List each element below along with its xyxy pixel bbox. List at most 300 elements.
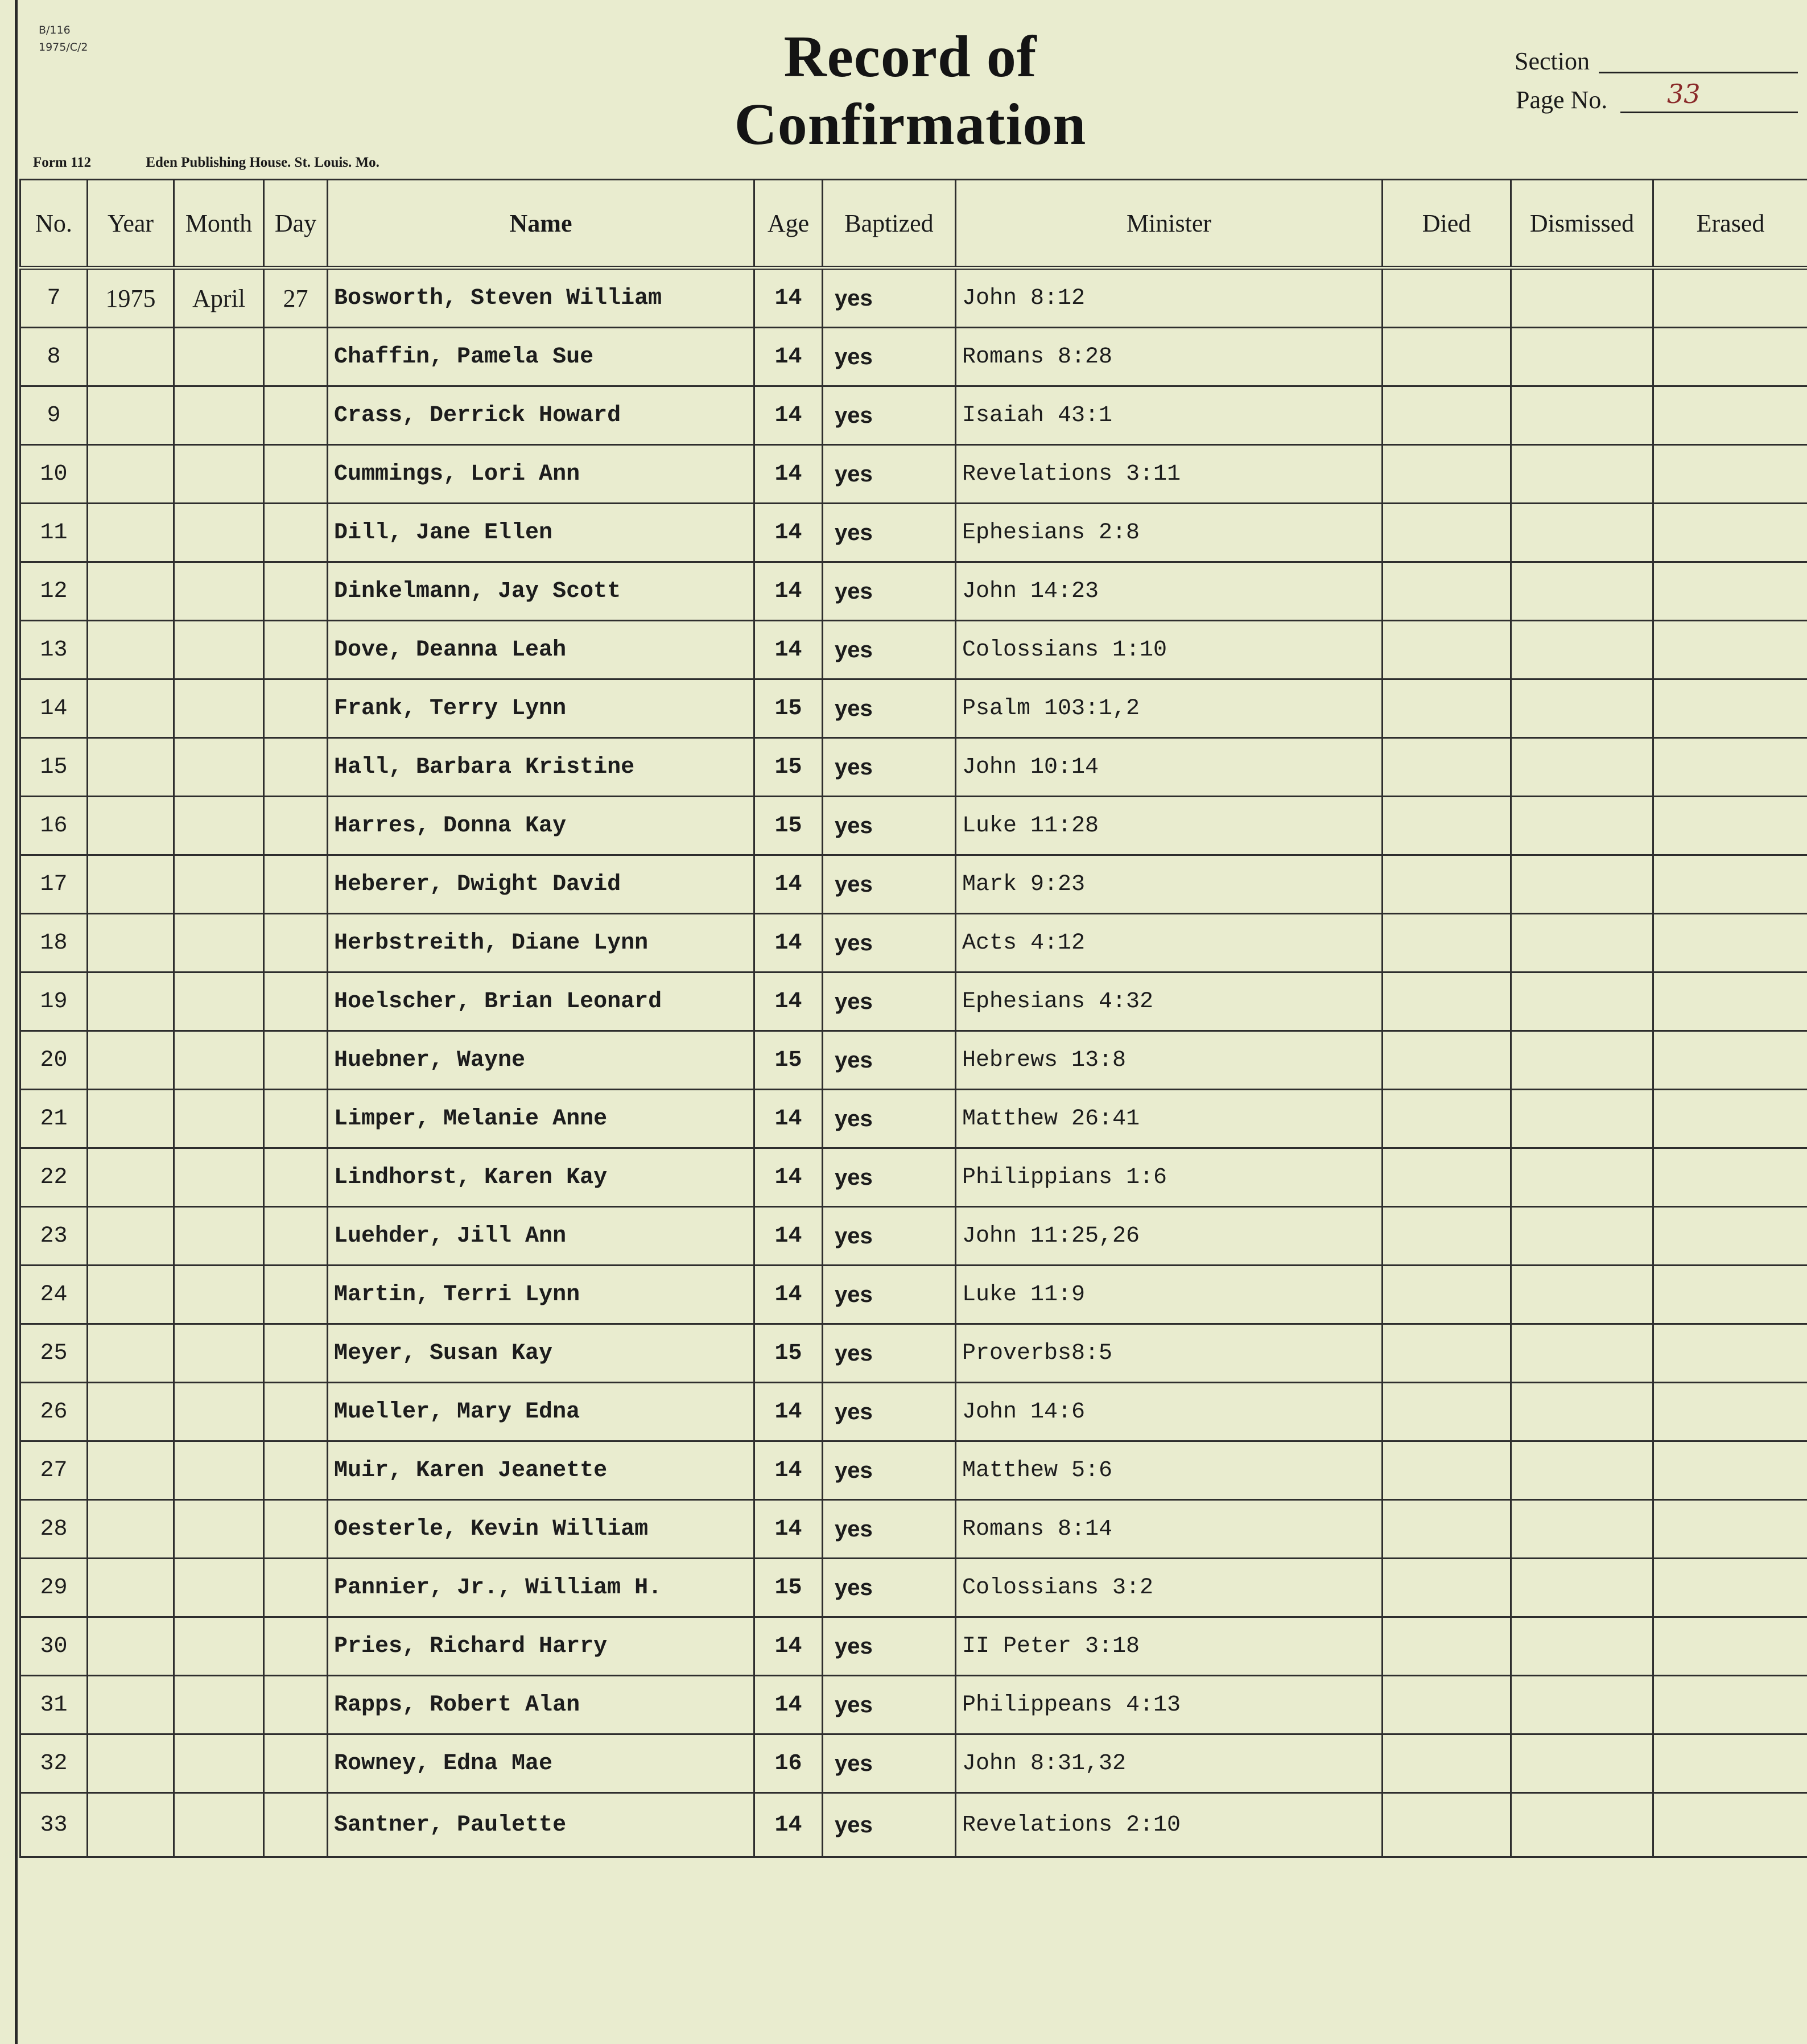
entry-erased	[1653, 1266, 1807, 1324]
entry-number: 18	[20, 914, 88, 972]
entry-erased	[1653, 268, 1807, 328]
table-row	[20, 328, 1807, 386]
entry-day	[264, 1207, 328, 1266]
entry-age: 15	[754, 679, 823, 738]
entry-month	[174, 1266, 264, 1324]
entry-year	[88, 1383, 174, 1441]
entry-minister: Mark 9:23	[956, 855, 1383, 914]
entry-age: 14	[754, 504, 823, 562]
entry-baptized: yes	[823, 1734, 956, 1793]
entry-died	[1383, 1031, 1511, 1090]
entry-number: 13	[20, 621, 88, 679]
entry-dismissed	[1511, 1559, 1653, 1617]
table-header	[20, 180, 1807, 268]
entry-erased	[1653, 386, 1807, 445]
entry-died	[1383, 268, 1511, 328]
entry-day	[264, 914, 328, 972]
entry-year	[88, 445, 174, 504]
entry-number: 28	[20, 1500, 88, 1559]
entry-year	[88, 679, 174, 738]
entry-baptized: yes	[823, 679, 956, 738]
entry-name: Heberer, Dwight David	[328, 855, 754, 914]
entry-minister: Romans 8:28	[956, 328, 1383, 386]
record-table-wrap	[19, 179, 1807, 2028]
entry-month	[174, 328, 264, 386]
form-number: Form 112	[33, 155, 92, 170]
entry-baptized: yes	[823, 445, 956, 504]
entry-name: Limper, Melanie Anne	[328, 1090, 754, 1148]
entry-minister: John 10:14	[956, 738, 1383, 797]
entry-day: 27	[264, 268, 328, 328]
entry-died	[1383, 679, 1511, 738]
entry-age: 15	[754, 1559, 823, 1617]
entry-day	[264, 328, 328, 386]
entry-number: 32	[20, 1734, 88, 1793]
entry-baptized: yes	[823, 621, 956, 679]
entry-number: 19	[20, 972, 88, 1031]
entry-age: 14	[754, 445, 823, 504]
table-row	[20, 679, 1807, 738]
entry-minister: Revelations 3:11	[956, 445, 1383, 504]
entry-age: 14	[754, 972, 823, 1031]
entry-age: 14	[754, 268, 823, 328]
entry-day	[264, 797, 328, 855]
entry-name: Muir, Karen Jeanette	[328, 1441, 754, 1500]
entry-erased	[1653, 855, 1807, 914]
entry-died	[1383, 1441, 1511, 1500]
table-row	[20, 1500, 1807, 1559]
entry-baptized: yes	[823, 738, 956, 797]
entry-name: Meyer, Susan Kay	[328, 1324, 754, 1383]
entry-year	[88, 1793, 174, 1857]
entry-age: 14	[754, 855, 823, 914]
entry-day	[264, 679, 328, 738]
entry-age: 15	[754, 738, 823, 797]
entry-baptized: yes	[823, 328, 956, 386]
entry-dismissed	[1511, 1383, 1653, 1441]
entry-baptized: yes	[823, 1324, 956, 1383]
entry-minister: Revelations 2:10	[956, 1793, 1383, 1857]
entry-minister: Matthew 5:6	[956, 1441, 1383, 1500]
entry-name: Dove, Deanna Leah	[328, 621, 754, 679]
entry-number: 22	[20, 1148, 88, 1207]
entry-minister: Colossians 1:10	[956, 621, 1383, 679]
entry-year	[88, 1090, 174, 1148]
entry-number: 24	[20, 1266, 88, 1324]
entry-erased	[1653, 1383, 1807, 1441]
entry-dismissed	[1511, 268, 1653, 328]
entry-day	[264, 738, 328, 797]
publisher: Eden Publishing House. St. Louis. Mo.	[146, 155, 379, 170]
entry-month	[174, 1148, 264, 1207]
page-title: Record of Confirmation	[734, 24, 1087, 157]
entry-name: Pannier, Jr., William H.	[328, 1559, 754, 1617]
entry-age: 15	[754, 797, 823, 855]
table-row	[20, 855, 1807, 914]
table-row	[20, 386, 1807, 445]
entry-month	[174, 738, 264, 797]
page-number-label: Page No.	[1516, 86, 1608, 114]
entry-dismissed	[1511, 1793, 1653, 1857]
col-dismissed: Dismissed	[1511, 180, 1653, 268]
entry-month	[174, 1441, 264, 1500]
entry-minister: Hebrews 13:8	[956, 1031, 1383, 1090]
entry-day	[264, 1324, 328, 1383]
entry-year	[88, 504, 174, 562]
archive-reference	[39, 22, 88, 56]
table-row	[20, 1031, 1807, 1090]
entry-died	[1383, 914, 1511, 972]
entry-year	[88, 1676, 174, 1734]
entry-age: 14	[754, 621, 823, 679]
entry-day	[264, 1148, 328, 1207]
entry-age: 15	[754, 1324, 823, 1383]
table-row	[20, 1559, 1807, 1617]
table-row	[20, 621, 1807, 679]
entry-died	[1383, 738, 1511, 797]
entry-year	[88, 1617, 174, 1676]
entry-name: Pries, Richard Harry	[328, 1617, 754, 1676]
entry-number: 17	[20, 855, 88, 914]
entry-minister: Luke 11:9	[956, 1266, 1383, 1324]
entry-baptized: yes	[823, 504, 956, 562]
entry-erased	[1653, 1090, 1807, 1148]
entry-erased	[1653, 1324, 1807, 1383]
entry-age: 14	[754, 1441, 823, 1500]
entry-month	[174, 1207, 264, 1266]
entry-dismissed	[1511, 562, 1653, 621]
entry-dismissed	[1511, 1734, 1653, 1793]
entry-day	[264, 1617, 328, 1676]
entry-died	[1383, 1383, 1511, 1441]
entry-age: 14	[754, 328, 823, 386]
entry-year	[88, 797, 174, 855]
entry-age: 14	[754, 1500, 823, 1559]
entry-year	[88, 328, 174, 386]
entry-minister: John 8:31,32	[956, 1734, 1383, 1793]
entry-dismissed	[1511, 679, 1653, 738]
entry-dismissed	[1511, 855, 1653, 914]
entry-number: 9	[20, 386, 88, 445]
entry-number: 23	[20, 1207, 88, 1266]
entry-minister: Luke 11:28	[956, 797, 1383, 855]
entry-month	[174, 679, 264, 738]
entry-day	[264, 1090, 328, 1148]
entry-name: Hall, Barbara Kristine	[328, 738, 754, 797]
entry-minister: Matthew 26:41	[956, 1090, 1383, 1148]
entry-erased	[1653, 914, 1807, 972]
entry-name: Dinkelmann, Jay Scott	[328, 562, 754, 621]
col-age: Age	[754, 180, 823, 268]
page-number-field-line	[1620, 112, 1798, 113]
col-name: Name	[328, 180, 754, 268]
entry-erased	[1653, 1559, 1807, 1617]
entry-erased	[1653, 679, 1807, 738]
entry-died	[1383, 1207, 1511, 1266]
entry-died	[1383, 1734, 1511, 1793]
entry-erased	[1653, 621, 1807, 679]
entry-baptized: yes	[823, 1793, 956, 1857]
entry-dismissed	[1511, 445, 1653, 504]
entry-day	[264, 504, 328, 562]
entry-month	[174, 1793, 264, 1857]
entry-died	[1383, 1324, 1511, 1383]
entry-died	[1383, 1090, 1511, 1148]
entry-name: Cummings, Lori Ann	[328, 445, 754, 504]
entry-baptized: yes	[823, 914, 956, 972]
entry-died	[1383, 1266, 1511, 1324]
entry-age: 14	[754, 914, 823, 972]
entry-erased	[1653, 1441, 1807, 1500]
entry-baptized: yes	[823, 1559, 956, 1617]
entry-baptized: yes	[823, 1266, 956, 1324]
entry-minister: Colossians 3:2	[956, 1559, 1383, 1617]
entry-year	[88, 1734, 174, 1793]
entry-age: 16	[754, 1734, 823, 1793]
section-label: Section	[1515, 47, 1590, 75]
entry-died	[1383, 504, 1511, 562]
entry-name: Rowney, Edna Mae	[328, 1734, 754, 1793]
entry-month	[174, 504, 264, 562]
entry-month	[174, 914, 264, 972]
entry-year	[88, 1031, 174, 1090]
table-row	[20, 562, 1807, 621]
table-row	[20, 1148, 1807, 1207]
archive-ref-line-2: 1975/C/2	[39, 41, 88, 53]
table-row	[20, 1324, 1807, 1383]
entry-dismissed	[1511, 621, 1653, 679]
entry-age: 15	[754, 1031, 823, 1090]
col-month: Month	[174, 180, 264, 268]
entry-died	[1383, 328, 1511, 386]
entry-minister: Proverbs8:5	[956, 1324, 1383, 1383]
entry-minister: John 14:6	[956, 1383, 1383, 1441]
archive-ref-line-1: B/116	[39, 24, 71, 36]
entry-year	[88, 1324, 174, 1383]
table-row	[20, 914, 1807, 972]
entry-day	[264, 1734, 328, 1793]
entry-minister: Philippeans 4:13	[956, 1676, 1383, 1734]
entry-month	[174, 445, 264, 504]
table-row	[20, 1676, 1807, 1734]
entry-month	[174, 562, 264, 621]
entry-age: 14	[754, 386, 823, 445]
entry-month	[174, 386, 264, 445]
table-row	[20, 1441, 1807, 1500]
entry-day	[264, 445, 328, 504]
entry-number: 20	[20, 1031, 88, 1090]
entry-year: 1975	[88, 268, 174, 328]
entry-name: Frank, Terry Lynn	[328, 679, 754, 738]
entry-name: Bosworth, Steven William	[328, 268, 754, 328]
entry-minister: John 8:12	[956, 268, 1383, 328]
entry-name: Lindhorst, Karen Kay	[328, 1148, 754, 1207]
entry-year	[88, 1207, 174, 1266]
entry-baptized: yes	[823, 1441, 956, 1500]
form-info	[33, 155, 379, 171]
entry-baptized: yes	[823, 1500, 956, 1559]
entry-name: Martin, Terri Lynn	[328, 1266, 754, 1324]
entry-year	[88, 855, 174, 914]
entry-name: Oesterle, Kevin William	[328, 1500, 754, 1559]
entry-month	[174, 1383, 264, 1441]
entry-day	[264, 1383, 328, 1441]
entry-erased	[1653, 562, 1807, 621]
entry-age: 14	[754, 562, 823, 621]
table-body	[20, 268, 1807, 1857]
table-row	[20, 972, 1807, 1031]
entry-age: 14	[754, 1207, 823, 1266]
entry-number: 31	[20, 1676, 88, 1734]
entry-year	[88, 1266, 174, 1324]
entry-number: 30	[20, 1617, 88, 1676]
entry-dismissed	[1511, 1207, 1653, 1266]
entry-dismissed	[1511, 1031, 1653, 1090]
entry-year	[88, 1148, 174, 1207]
entry-minister: Isaiah 43:1	[956, 386, 1383, 445]
entry-year	[88, 1500, 174, 1559]
entry-day	[264, 386, 328, 445]
entry-died	[1383, 445, 1511, 504]
entry-dismissed	[1511, 914, 1653, 972]
table-row	[20, 1734, 1807, 1793]
entry-dismissed	[1511, 1266, 1653, 1324]
entry-died	[1383, 797, 1511, 855]
col-baptized: Baptized	[823, 180, 956, 268]
entry-month	[174, 621, 264, 679]
col-minister: Minister	[956, 180, 1383, 268]
entry-minister: Ephesians 2:8	[956, 504, 1383, 562]
header-row	[20, 180, 1807, 268]
entry-baptized: yes	[823, 855, 956, 914]
entry-month	[174, 972, 264, 1031]
entry-number: 29	[20, 1559, 88, 1617]
binding-edge	[15, 0, 18, 2044]
entry-died	[1383, 621, 1511, 679]
entry-died	[1383, 855, 1511, 914]
entry-minister: Romans 8:14	[956, 1500, 1383, 1559]
entry-number: 8	[20, 328, 88, 386]
entry-minister: John 14:23	[956, 562, 1383, 621]
confirmation-table	[19, 179, 1807, 1858]
table-row	[20, 1090, 1807, 1148]
entry-month	[174, 855, 264, 914]
entry-dismissed	[1511, 797, 1653, 855]
entry-died	[1383, 972, 1511, 1031]
entry-erased	[1653, 972, 1807, 1031]
table-row	[20, 268, 1807, 328]
entry-dismissed	[1511, 504, 1653, 562]
entry-died	[1383, 562, 1511, 621]
col-year: Year	[88, 180, 174, 268]
entry-month	[174, 1090, 264, 1148]
entry-age: 14	[754, 1793, 823, 1857]
entry-day	[264, 1441, 328, 1500]
entry-minister: Psalm 103:1,2	[956, 679, 1383, 738]
entry-dismissed	[1511, 1090, 1653, 1148]
entry-name: Crass, Derrick Howard	[328, 386, 754, 445]
entry-erased	[1653, 797, 1807, 855]
entry-dismissed	[1511, 738, 1653, 797]
entry-baptized: yes	[823, 268, 956, 328]
entry-age: 14	[754, 1676, 823, 1734]
entry-minister: Ephesians 4:32	[956, 972, 1383, 1031]
entry-day	[264, 1031, 328, 1090]
entry-baptized: yes	[823, 797, 956, 855]
entry-month	[174, 1500, 264, 1559]
entry-dismissed	[1511, 1441, 1653, 1500]
entry-baptized: yes	[823, 562, 956, 621]
entry-age: 14	[754, 1617, 823, 1676]
col-erased: Erased	[1653, 180, 1807, 268]
entry-erased	[1653, 1793, 1807, 1857]
entry-number: 11	[20, 504, 88, 562]
entry-day	[264, 1500, 328, 1559]
entry-day	[264, 1676, 328, 1734]
entry-number: 26	[20, 1383, 88, 1441]
entry-name: Herbstreith, Diane Lynn	[328, 914, 754, 972]
entry-baptized: yes	[823, 1617, 956, 1676]
entry-died	[1383, 1676, 1511, 1734]
entry-name: Luehder, Jill Ann	[328, 1207, 754, 1266]
entry-baptized: yes	[823, 1090, 956, 1148]
table-row	[20, 1617, 1807, 1676]
entry-number: 27	[20, 1441, 88, 1500]
entry-day	[264, 562, 328, 621]
entry-name: Chaffin, Pamela Sue	[328, 328, 754, 386]
entry-dismissed	[1511, 1617, 1653, 1676]
table-row	[20, 1266, 1807, 1324]
entry-name: Santner, Paulette	[328, 1793, 754, 1857]
entry-day	[264, 621, 328, 679]
entry-number: 16	[20, 797, 88, 855]
entry-year	[88, 972, 174, 1031]
entry-name: Huebner, Wayne	[328, 1031, 754, 1090]
entry-month	[174, 1031, 264, 1090]
entry-baptized: yes	[823, 972, 956, 1031]
page-number-value: 33	[1667, 79, 1701, 109]
entry-number: 21	[20, 1090, 88, 1148]
entry-erased	[1653, 1148, 1807, 1207]
col-day: Day	[264, 180, 328, 268]
entry-month	[174, 1676, 264, 1734]
entry-number: 14	[20, 679, 88, 738]
entry-died	[1383, 1148, 1511, 1207]
entry-baptized: yes	[823, 1383, 956, 1441]
entry-died	[1383, 1617, 1511, 1676]
entry-minister: John 11:25,26	[956, 1207, 1383, 1266]
entry-number: 7	[20, 268, 88, 328]
entry-died	[1383, 1500, 1511, 1559]
entry-number: 33	[20, 1793, 88, 1857]
entry-year	[88, 738, 174, 797]
entry-baptized: yes	[823, 1148, 956, 1207]
section-field-line	[1599, 72, 1798, 73]
entry-year	[88, 1559, 174, 1617]
table-row	[20, 1207, 1807, 1266]
col-no: No.	[20, 180, 88, 268]
entry-age: 14	[754, 1383, 823, 1441]
entry-dismissed	[1511, 386, 1653, 445]
entry-died	[1383, 1793, 1511, 1857]
entry-month: April	[174, 268, 264, 328]
entry-age: 14	[754, 1090, 823, 1148]
entry-died	[1383, 1559, 1511, 1617]
entry-number: 15	[20, 738, 88, 797]
entry-number: 25	[20, 1324, 88, 1383]
entry-year	[88, 621, 174, 679]
entry-month	[174, 797, 264, 855]
